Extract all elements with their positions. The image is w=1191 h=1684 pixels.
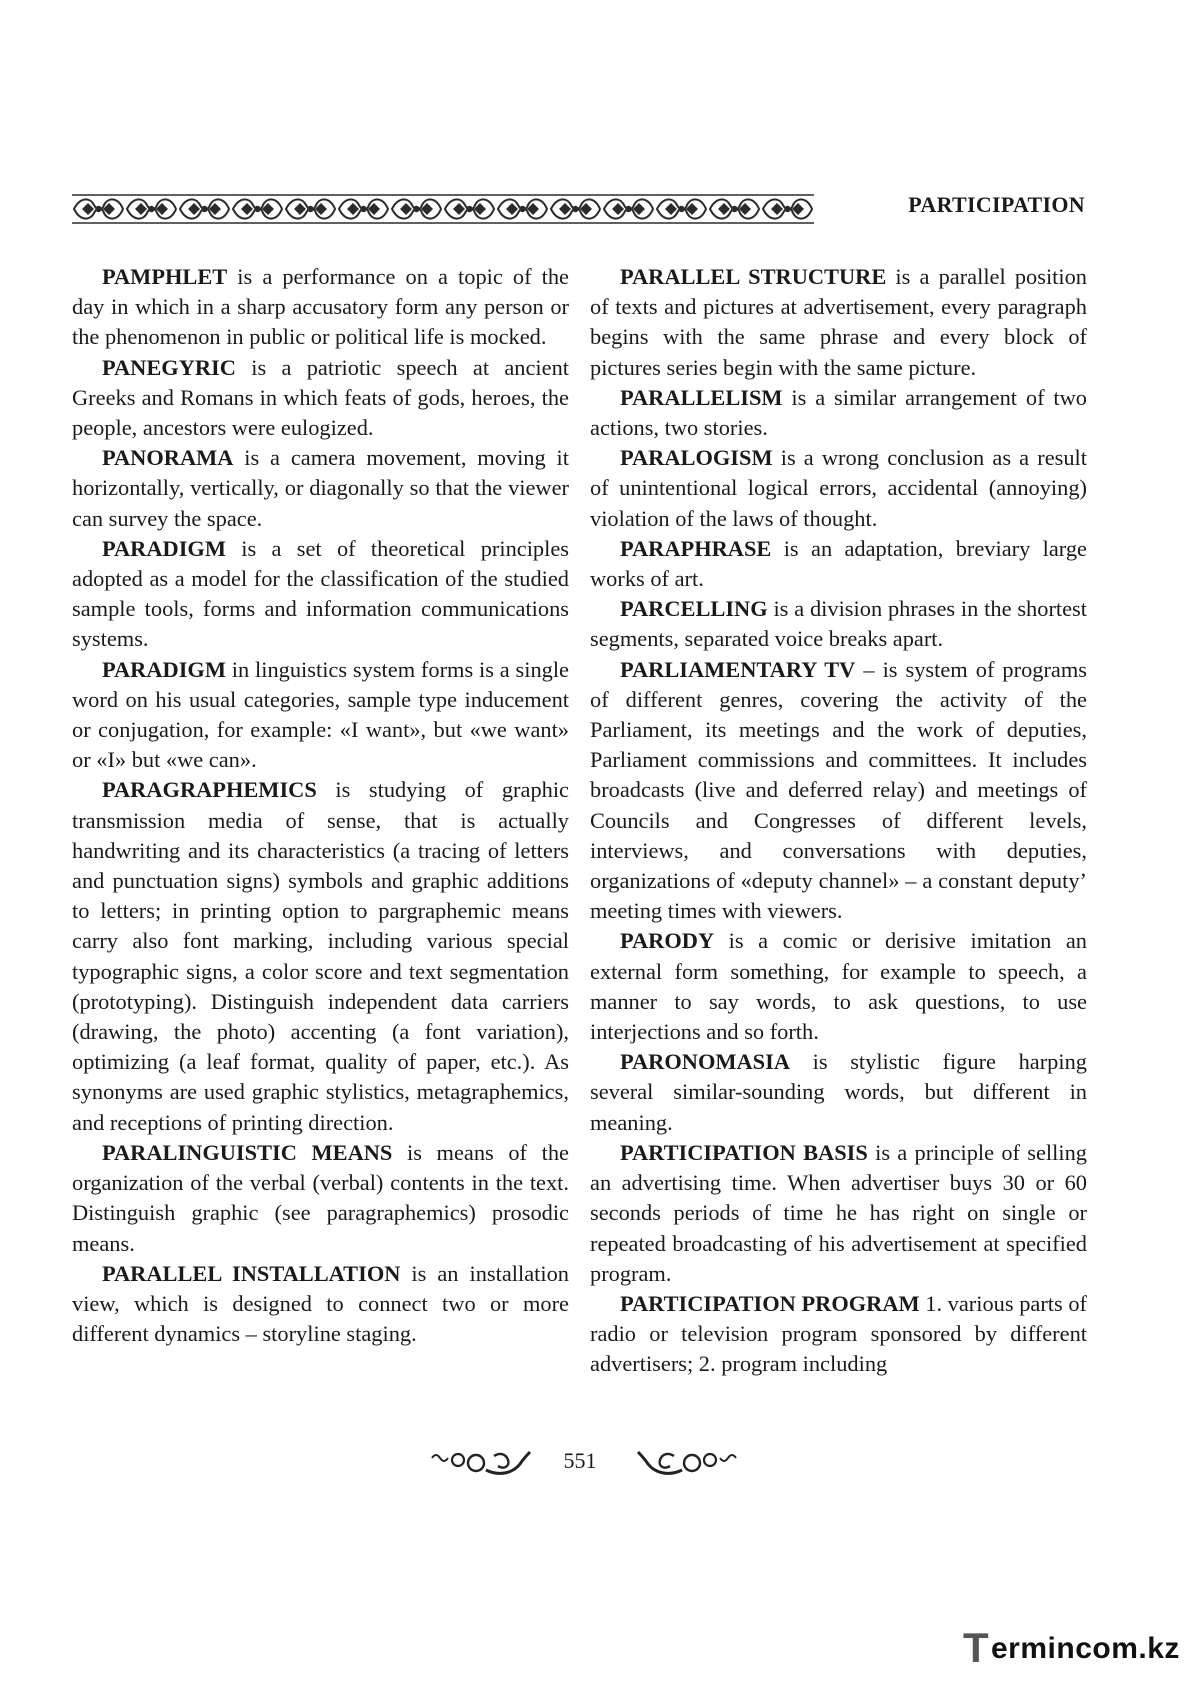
footer-ornament-left <box>428 1446 532 1480</box>
entry-term: PANORAMA <box>102 445 234 471</box>
entry-definition: 1. various parts of radio or television program sponsored by different advertisers; 2. program including <box>590 1290 1088 1377</box>
entry-definition: is a set of theoretical principles adopted as a model for the classification of the studied sample tools, forms and information communications systems. <box>72 535 569 652</box>
dictionary-entry <box>590 262 1087 383</box>
entry-term: PARALLELISM <box>620 384 783 410</box>
dictionary-entry <box>72 775 569 1137</box>
entry-term: PARODY <box>620 928 715 954</box>
left-column <box>72 262 569 1349</box>
entry-definition: is a parallel position of texts and pictures at advertisement, every paragraph begins with the same phrase and every block of pictures series begin with the same picture. <box>590 264 1087 380</box>
running-head: PARTICIPATION <box>908 192 1085 217</box>
dictionary-entry <box>72 655 569 776</box>
page-number: 551 <box>563 1448 597 1473</box>
entry-term: PARCELLING <box>620 596 768 622</box>
entry-definition: is an adaptation, breviary large works of art. <box>590 535 1087 592</box>
entry-term: PARONOMASIA <box>620 1049 790 1075</box>
entry-term: PARLIAMENTARY TV <box>620 656 856 682</box>
entry-definition: is a similar arrangement of two actions, two stories. <box>590 384 1087 441</box>
entry-term: PANEGYRIC <box>102 354 236 380</box>
entry-definition: is means of the organization of the verbal (verbal) contents in the text. Distinguish graphic (see paragraphemics) prosodic means. <box>72 1139 569 1256</box>
entry-term: PARADIGM <box>102 535 226 561</box>
entry-definition: is a performance on a topic of the day in which in a sharp accusatory form any person or the phenomenon in public or political life is mocked. <box>72 264 569 350</box>
dictionary-entry <box>72 534 569 655</box>
watermark-text: ermincom.kz <box>991 1632 1180 1665</box>
entry-term: PARTICIPATION PROGRAM <box>620 1290 920 1316</box>
entry-term: PARAGRAPHEMICS <box>102 777 317 803</box>
dictionary-entry <box>72 262 569 353</box>
entry-definition: – is system of programs of different genres, covering the activity of the Parliament, its meetings and the work of deputies, Parliament commissions and committees. It includes broadcasts (live and deferred relay) and meetings of Councils and Congresses of different levels, interviews, and conversations with deputies, organizations of «deputy channel» – a constant deputy’ meeting times with viewers. <box>590 656 1087 924</box>
dictionary-entry <box>72 1259 569 1350</box>
entry-definition: is stylistic figure harping several similar-sounding words, but different in meaning. <box>590 1049 1087 1135</box>
entry-definition: is a patriotic speech at ancient Greeks and Romans in which feats of gods, heroes, the people, ancestors were eulogized. <box>72 354 569 441</box>
entry-definition: is a division phrases in the shortest segments, separated voice breaks apart. <box>590 596 1087 652</box>
entry-definition: is a camera movement, moving it horizontally, vertically, or diagonally so that the viewer can survey the space. <box>72 445 569 531</box>
dictionary-entry <box>590 655 1087 927</box>
dictionary-entry <box>72 1138 569 1259</box>
entry-definition: is an installation view, which is designed to connect two or more different dynamics – storyline staging. <box>72 1260 569 1347</box>
dictionary-entry <box>590 534 1087 594</box>
entry-term: PARAPHRASE <box>620 535 772 561</box>
entry-definition: is a principle of selling an advertising time. When advertiser buys 30 or 60 seconds periods of time he has right on single or repeated broadcasting of his advertisement at specified program. <box>590 1139 1087 1286</box>
entry-term: PARALOGISM <box>620 445 773 471</box>
dictionary-entry <box>590 1289 1087 1380</box>
entry-definition: is a wrong conclusion as a result of unintentional logical errors, accidental (annoying) violation of the laws of thought. <box>590 445 1087 531</box>
dictionary-entry <box>72 353 569 444</box>
watermark-logo-initial: T <box>963 1624 989 1671</box>
entry-term: PARALINGUISTIC MEANS <box>102 1139 393 1165</box>
dictionary-entry <box>590 443 1087 534</box>
dictionary-entry <box>590 1138 1087 1289</box>
entry-term: PARALLEL STRUCTURE <box>620 264 887 289</box>
entry-term: PAMPHLET <box>102 264 228 289</box>
entry-definition: in linguistics system forms is a single word on his usual categories, sample type inducement or conjugation, for example: «I want», but «we want» or «I» but «we can». <box>72 656 569 773</box>
entry-term: PARADIGM <box>102 656 226 682</box>
dictionary-entry <box>590 383 1087 443</box>
dictionary-entry <box>590 594 1087 654</box>
entry-definition: is studying of graphic transmission media of sense, that is actually handwriting and its characteristics (a tracing of letters and punctuation signs) symbols and graphic additions to letters; in printing option to pargraphemic means carry also font marking, including various special typographic signs, a color score and text segmentation (prototyping). Distinguish independent data carriers (drawing, the photo) accenting (a font variation), optimizing (a leaf format, quality of paper, etc.). As synonyms are used graphic stylistics, metagraphemics, and receptions of printing direction. <box>72 777 569 1135</box>
right-column <box>590 262 1087 1380</box>
page-footer <box>0 1446 1191 1482</box>
dictionary-entry <box>72 443 569 534</box>
site-watermark <box>963 1624 1180 1672</box>
dictionary-entry <box>590 926 1087 1047</box>
entry-term: PARTICIPATION BASIS <box>620 1139 868 1165</box>
entry-definition: is a comic or derisive imitation an external form something, for example to speech, a manner to say words, to ask questions, to use interjections and so forth. <box>590 928 1087 1045</box>
dictionary-entry <box>590 1047 1087 1138</box>
header-ornament-band <box>72 192 814 226</box>
entry-term: PARALLEL INSTALLATION <box>102 1260 401 1286</box>
footer-ornament-right <box>636 1446 740 1480</box>
